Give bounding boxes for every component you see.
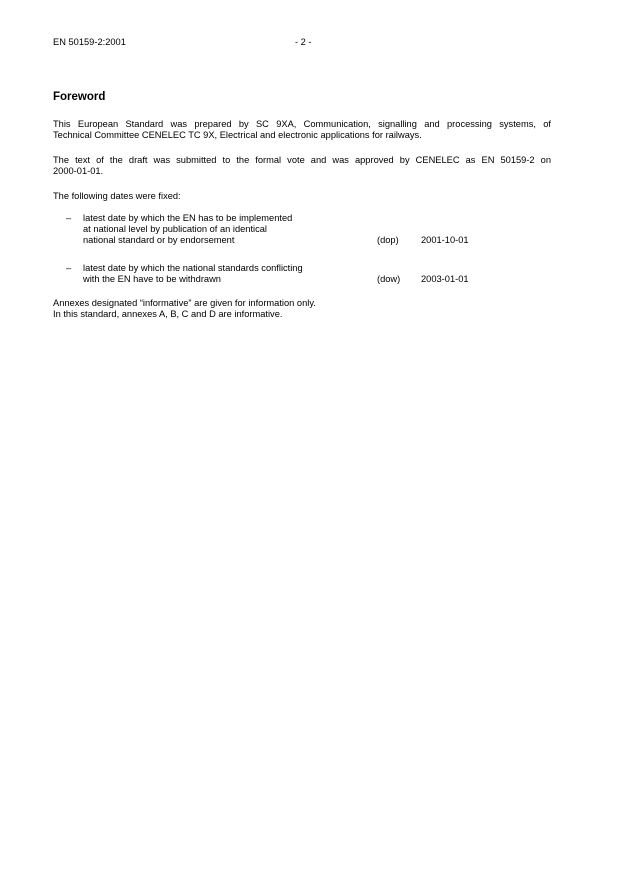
paragraph-line: Technical Committee CENELEC TC 9X, Electrical and electronic applications for railways. <box>53 130 422 140</box>
paragraph-line: In this standard, annexes A, B, C and D are informative. <box>53 309 283 319</box>
annex-note <box>53 298 551 320</box>
list-dash: – <box>66 263 72 273</box>
description-line: latest date by which the national standards conflicting <box>83 263 303 273</box>
paragraph-line: This European Standard was prepared by SC 9XA, Communication, signalling and processing systems, of <box>53 119 551 129</box>
dates-intro <box>53 191 551 202</box>
date-item-description <box>83 213 292 246</box>
date-code: (dop) <box>377 235 399 245</box>
description-line: national standard or by endorsement <box>83 235 235 245</box>
description-line: latest date by which the EN has to be implemented <box>83 213 293 223</box>
date-value: 2003-01-01 <box>421 274 469 284</box>
section-heading-foreword: Foreword <box>53 91 106 103</box>
date-value: 2001-10-01 <box>421 235 469 245</box>
foreword-paragraph-approval <box>53 155 551 177</box>
date-item-description <box>83 263 303 285</box>
document-identifier: EN 50159-2:2001 <box>53 37 126 47</box>
date-code: (dow) <box>377 274 401 284</box>
foreword-paragraph-preparation <box>53 119 551 141</box>
paragraph-line: The text of the draft was submitted to the formal vote and was approved by CENELEC as EN 50159-2 on <box>53 155 551 165</box>
description-line: at national level by publication of an identical <box>83 224 267 234</box>
paragraph-line: The following dates were fixed: <box>53 191 181 201</box>
paragraph-line: Annexes designated “informative” are given for information only. <box>53 298 316 308</box>
description-line: with the EN have to be withdrawn <box>83 274 221 284</box>
page-number: - 2 - <box>295 37 312 47</box>
list-dash: – <box>66 213 72 223</box>
paragraph-line: 2000-01-01. <box>53 166 104 176</box>
